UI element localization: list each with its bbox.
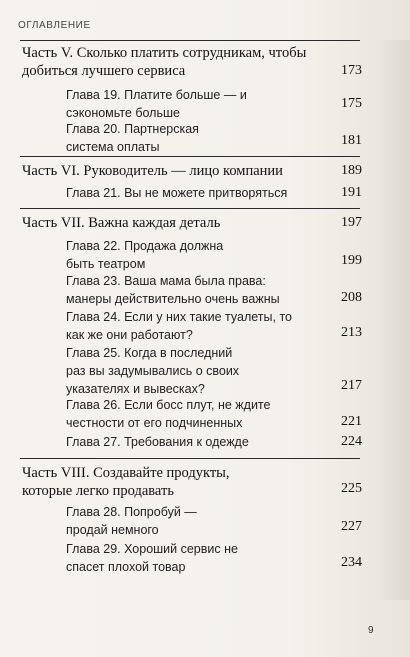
toc-page-number: 208 xyxy=(341,290,362,305)
page-number: 9 xyxy=(368,625,374,636)
toc-page-number: 225 xyxy=(341,481,362,496)
section-divider xyxy=(20,40,360,41)
toc-page-number: 175 xyxy=(341,96,362,111)
toc-page-number: 181 xyxy=(341,133,362,148)
toc-chapter-title: Глава 27. Требования к одежде xyxy=(66,435,249,449)
toc-page-number: 227 xyxy=(341,519,362,534)
toc-chapter-title: Глава 22. Продажа должна быть театром xyxy=(66,239,224,271)
toc-page-number: 234 xyxy=(341,555,362,570)
toc-chapter-title: Глава 28. Попробуй — продай немного xyxy=(66,505,197,537)
toc-part-title: Часть VI. Руководитель — лицо компании xyxy=(22,163,283,179)
toc-chapter-title: Глава 25. Когда в последний раз вы задумывались о своих указателях и вывесках? xyxy=(66,346,240,396)
toc-chapter-title: Глава 23. Ваша мама была права: манеры действительно очень важны xyxy=(66,274,280,306)
toc-page-number: 213 xyxy=(341,325,362,340)
toc-page-number: 197 xyxy=(341,215,362,230)
toc-chapter-title: Глава 29. Хороший сервис не спасет плохой товар xyxy=(66,542,238,574)
toc-chapter-title: Глава 19. Платите больше — и сэкономьте больше xyxy=(66,88,247,120)
toc-chapter-title: Глава 24. Если у них такие туалеты, то как же они работают? xyxy=(66,310,292,342)
toc-page-number: 221 xyxy=(341,414,362,429)
toc-page-number: 173 xyxy=(341,63,362,78)
section-divider xyxy=(20,208,360,209)
toc-chapter-title: Глава 21. Вы не можете притворяться xyxy=(66,186,288,200)
toc-chapter-title: Глава 26. Если босс плут, не ждите честности от его подчиненных xyxy=(66,398,271,430)
section-divider xyxy=(20,458,360,459)
toc-part-title: Часть VII. Важна каждая деталь xyxy=(22,215,221,231)
toc-part-title: Часть V. Сколько платить сотрудникам, чтобы добиться лучшего сервиса xyxy=(22,45,307,79)
section-divider xyxy=(20,156,360,157)
toc-page-number: 217 xyxy=(341,378,362,393)
toc-page-number: 199 xyxy=(341,253,362,268)
page-header: ОГЛАВЛЕНИЕ xyxy=(18,20,91,31)
toc-page-number: 224 xyxy=(341,434,362,449)
toc-page-number: 189 xyxy=(341,163,362,178)
toc-chapter-title: Глава 20. Партнерская система оплаты xyxy=(66,122,199,154)
toc-page-number: 191 xyxy=(341,185,362,200)
toc-part-title: Часть VIII. Создавайте продукты, которые легко продавать xyxy=(22,465,230,499)
